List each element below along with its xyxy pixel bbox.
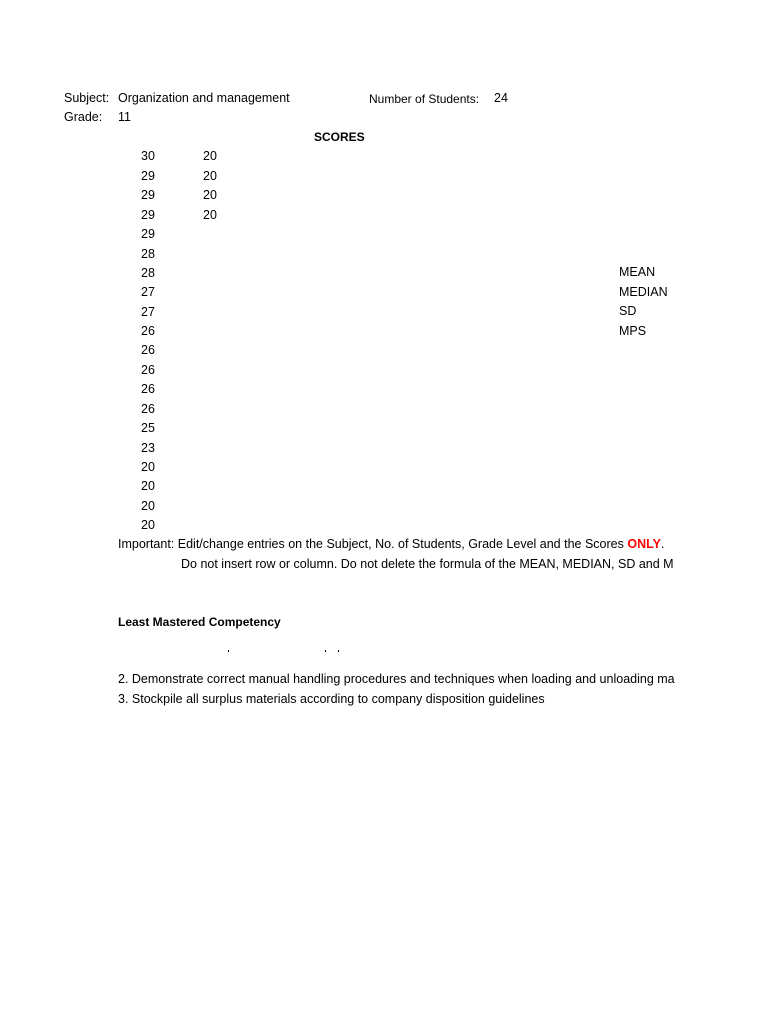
score-cell[interactable]: 20: [141, 518, 155, 532]
score-cell[interactable]: 25: [141, 421, 155, 435]
score-cell[interactable]: 20: [141, 499, 155, 513]
stat-label-mps: MPS: [619, 324, 647, 338]
score-cell[interactable]: 28: [141, 247, 155, 261]
subject-label: Subject:: [64, 91, 110, 105]
score-cell[interactable]: 26: [141, 382, 155, 396]
important-note-line2: Do not insert row or column. Do not delete the formula of the MEAN, MEDIAN, SD and M: [181, 557, 674, 571]
score-cell[interactable]: 29: [141, 188, 155, 202]
score-cell[interactable]: 20: [203, 169, 217, 183]
remnant-mark: [338, 650, 339, 652]
grade-label: Grade:: [64, 110, 103, 124]
score-cell[interactable]: 20: [203, 149, 217, 163]
score-cell[interactable]: 23: [141, 441, 155, 455]
score-cell[interactable]: 20: [141, 479, 155, 493]
competency-title: Least Mastered Competency: [118, 615, 281, 629]
competency-item-3: 3. Stockpile all surplus materials according to company disposition guidelines: [118, 692, 545, 706]
important-note-highlight: ONLY: [627, 537, 661, 551]
scores-title: SCORES: [314, 130, 365, 144]
score-cell[interactable]: 20: [203, 188, 217, 202]
grade-value[interactable]: 11: [118, 110, 131, 124]
important-note-suffix: .: [660, 537, 665, 551]
score-cell[interactable]: 20: [141, 460, 155, 474]
score-cell[interactable]: 27: [141, 285, 155, 299]
score-cell[interactable]: 26: [141, 402, 155, 416]
students-label: Number of Students:: [369, 92, 480, 106]
stat-label-mean: MEAN: [619, 265, 656, 279]
stat-label-median: MEDIAN: [619, 285, 668, 299]
important-note: [118, 537, 664, 552]
score-cell[interactable]: 29: [141, 227, 155, 241]
score-cell[interactable]: 20: [203, 208, 217, 222]
score-cell[interactable]: 29: [141, 208, 155, 222]
important-note-text: Important: Edit/change entries on the Subject, No. of Students, Grade Level and the Scores: [118, 537, 628, 551]
score-cell[interactable]: 28: [141, 266, 155, 280]
remnant-mark: [325, 650, 326, 652]
score-cell[interactable]: 30: [141, 149, 155, 163]
students-value[interactable]: 24: [494, 91, 508, 105]
stat-label-sd: SD: [619, 304, 637, 318]
subject-value[interactable]: Organization and management: [118, 91, 290, 105]
score-cell[interactable]: 26: [141, 363, 155, 377]
score-cell[interactable]: 29: [141, 169, 155, 183]
score-cell[interactable]: 26: [141, 324, 155, 338]
remnant-mark: [228, 650, 229, 652]
score-cell[interactable]: 27: [141, 305, 155, 319]
score-cell[interactable]: 26: [141, 343, 155, 357]
competency-item-2: 2. Demonstrate correct manual handling procedures and techniques when loading and unloading ma: [118, 672, 675, 686]
